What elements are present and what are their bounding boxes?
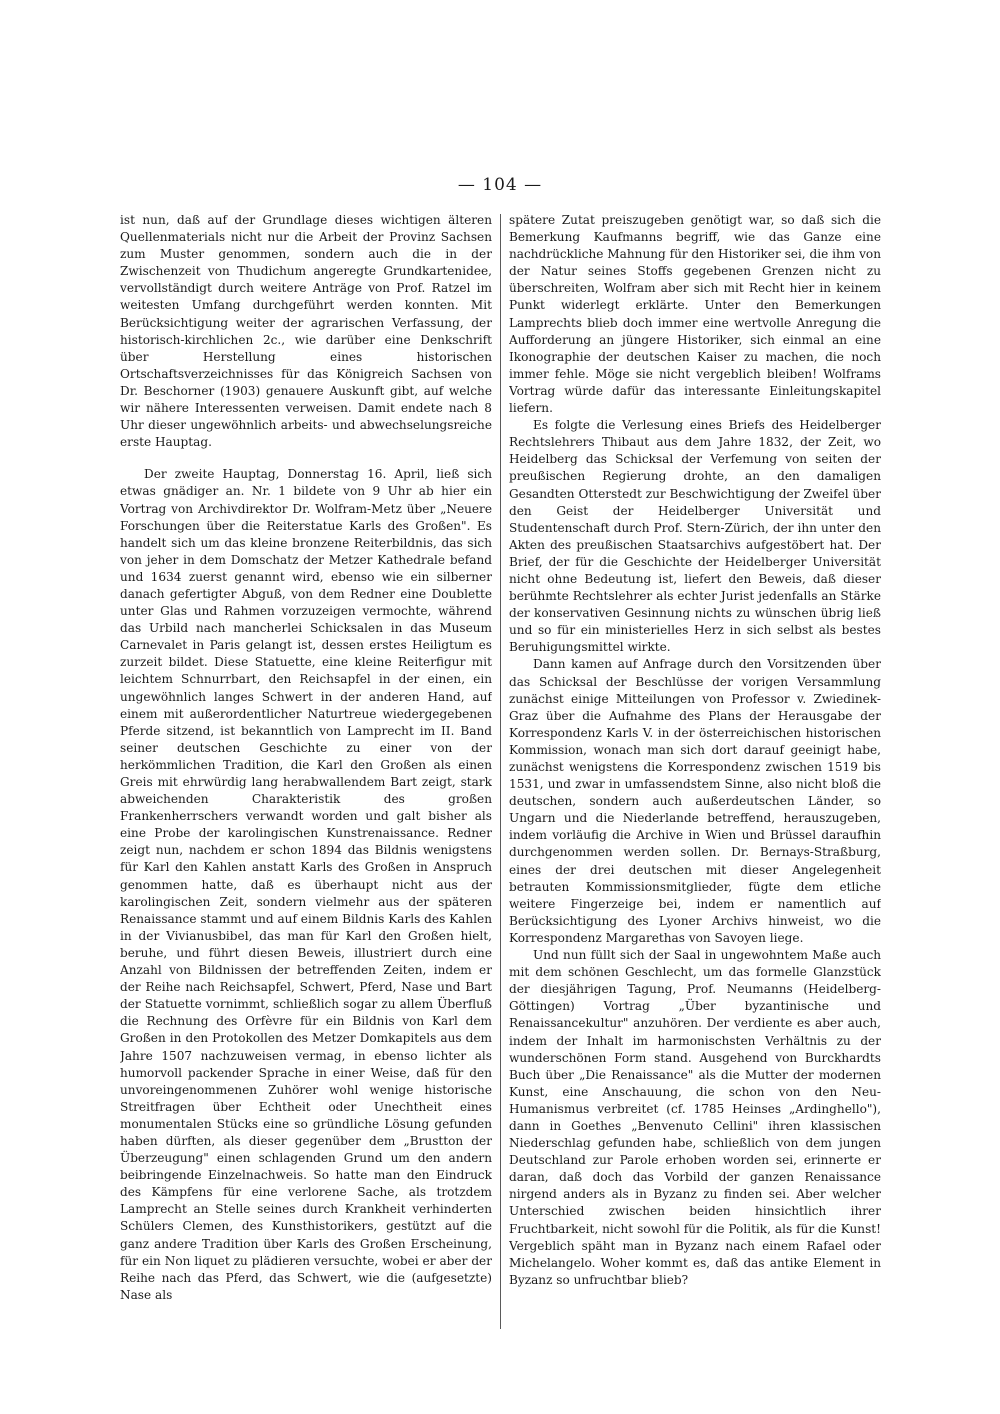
left-column xyxy=(120,212,492,1342)
paragraph: Es folgte die Verlesung eines Briefs des Heidelberger Rechtslehrers Thibaut aus dem Jahre 1832, der Zeit, wo Heidelberg das Schicksal der Verfemung von seiten der preußischen Regierung drohte, an den damaligen Gesandten Otterstedt zur Beschwichtigung der Zweifel über den Geist der Heidelberger Universität und Studentenschaft durch Prof. Stern-Zürich, der ihn unter den Akten des preußischen Staatsarchivs aufgestöbert hat. Der Brief, der für die Geschichte der Heidelberger Universität nicht ohne Bedeutung ist, liefert den Beweis, daß dieser berühmte Rechtslehrer als echter Jurist jedenfalls an Stärke der konservativen Gesinnung nichts zu wünschen übrig ließ und so für ein ministerielles Herz in sich selbst als bestes Beruhigungsmittel wirkte. xyxy=(509,418,881,655)
page-number: — 104 — xyxy=(457,175,543,195)
column-divider xyxy=(500,214,501,1329)
paragraph: Dann kamen auf Anfrage durch den Vorsitzenden über das Schicksal der Beschlüsse der vorigen Versammlung zunächst einige Mitteilungen von Professor v. Zwiedinek-Graz über die Aufnahme des Plans der Herausgabe der Korrespondenz Karls V. in der österreichischen historischen Kommission, wonach man sich dort darauf geeinigt habe, zunächst wenigstens die Korrespondenz zwischen 1519 bis 1531, und zwar in umfassendstem Sinne, also nicht bloß die deutschen, sondern auch außerdeutschen Länder, so Ungarn und die Niederlande betreffend, herauszugeben, indem vorläufig die Archive in Wien und Brüssel daraufhin durchgenommen werden sollen. Dr. Bernays-Straßburg, eines der drei deutschen mit dieser Angelegenheit betrauten Kommissionsmitglieder, fügte dem etliche weitere Fingerzeige bei, indem er namentlich auf Berücksichtigung des Lyoner Archivs hinweist, wo die Korrespondenz Margarethas von Savoyen liege. xyxy=(509,657,881,945)
paragraph: spätere Zutat preiszugeben genötigt war, so daß sich die Bemerkung Kaufmanns begriff, wie das Ganze eine nachdrückliche Mahnung für den Historiker sei, die ihm von der Natur seines Stoffs gegebenen Grenzen nicht zu überschreiten, Wolfram aber sich mit Recht hier in keinem Punkt widerlegt erklärte. Unter den Bemerkungen Lamprechts blieb doch immer eine wertvolle Anregung die Aufforderung an jüngere Historiker, sich einmal an eine Ikonographie der deutschen Kaiser zu machen, die noch immer fehle. Möge sie nicht vergeblich bleiben! Wolframs Vortrag würde dafür das interessante Einleitungskapitel liefern. xyxy=(509,213,881,416)
right-column xyxy=(509,212,881,1342)
paragraph: ist nun, daß auf der Grundlage dieses wichtigen älteren Quellenmaterials nicht nur die Arbeit der Provinz Sachsen zum Muster genommen, sondern auch die in der Zwischenzeit von Thudichum angeregte Grundkartenidee, vervollständigt durch weitere Anträge von Prof. Ratzel im weitesten Umfang durchgeführt werden konnten. Mit Berücksichtigung weiter der agrarischen Verfassung, der historisch-kirchlichen 2c., wie darüber eine Denkschrift über Herstellung eines historischen Ortschaftsverzeichnisses für das Königreich Sachsen von Dr. Beschorner (1903) genauere Auskunft gibt, auf welche wir nähere Interessenten verweisen. Damit endete nach 8 Uhr dieser ungewöhnlich arbeits- und abwechselungsreiche erste Hauptag. xyxy=(120,213,492,450)
paragraph: Der zweite Hauptag, Donnerstag 16. April, ließ sich etwas gnädiger an. Nr. 1 bildete von 9 Uhr ab hier ein Vortrag von Archivdirektor Dr. Wolfram-Metz über „Neuere Forschungen über die Reiterstatue Karls des Großen". Es handelt sich um das kleine bronzene Reiterbildnis, das sich von jeher in dem Domschatz der Metzer Kathedrale befand und 1634 zuerst genannt wird, ebenso wie ein silberner danach gefertigter Abguß, von dem Redner eine Doublette unter Glas und Rahmen vorzuzeigen vermochte, während das Urbild nach mancherlei Schicksalen in das Museum Carnevalet in Paris gelangt ist, dessen erstes Heiligtum es zurzeit bildet. Diese Statuette, eine kleine Reiterfigur mit leichtem Schnurrbart, den Reichsapfel in der einen, ein ungewöhnlich langes Schwert in der anderen Hand, auf einem mit außerordentlicher Naturtreue wiedergegebenen Pferde sitzend, ist bekanntlich von Lamprecht im II. Band seiner deutschen Geschichte zu einer von der herkömmlichen Tradition, die Karl den Großen als einen Greis mit ehrwürdig lang herabwallendem Bart zeigt, stark abweichenden Charakteristik des großen Frankenherrschers verwandt worden und galt bisher als eine Probe der karolingischen Kunstrenaissance. Redner zeigt nun, nachdem er schon 1894 das Bildnis wenigstens für Karl den Kahlen anstatt Karls des Großen in Anspruch genommen hatte, daß es überhaupt nicht aus der karolingischen Zeit, sondern vielmehr aus der späteren Renaissance stammt und auf einem Bildnis Karls des Kahlen in der Vivianusbibel, das man für Karl den Großen hielt, beruhe, und führt diesen Beweis, illustriert durch eine Anzahl von Bildnissen der betreffenden Zeiten, indem er der Reihe nach Reichsapfel, Schwert, Pferd, Nase und Bart der Statuette vornimmt, schließlich sogar zu allem Überfluß die Rechnung des Orfèvre für ein Bildnis von Karl dem Großen in den Protokollen des Metzer Domkapitels aus dem Jahre 1507 nachzuweisen vermag, in ebenso lichter als humorvoll packender Sprache in einer Weise, daß für den unvoreingenommenen Zuhörer wohl wenige historische Streitfragen über Echtheit oder Unechtheit eines monumentalen Stücks eine so gründliche Lösung gefunden haben dürften, als dieser gegenüber dem „Brustton der Überzeugung" einen schlagenden Grund um den andern beibringende Einzelnachweis. So hatte man den Eindruck des Kämpfens für eine verlorene Sache, als trotzdem Lamprecht an Stelle seines durch Krankheit verhinderten Schülers Clemen, des Kunsthistorikers, gestützt auf die ganz andere Tradition über Karls des Großen Erscheinung, für ein Non liquet zu plädieren versuchte, wobei er aber der Reihe nach das Pferd, das Schwert, wie die (aufgesetzte) Nase als xyxy=(120,467,492,1302)
paragraph: Und nun füllt sich der Saal in ungewohntem Maße auch mit dem schönen Geschlecht, um das formelle Glanzstück der diesjährigen Tagung, Prof. Neumanns (Heidelberg-Göttingen) Vortrag „Über byzantinische und Renaissancekultur" anzuhören. Der verdiente es aber auch, indem der Inhalt im harmonischsten Verhältnis zu der wunderschönen Form stand. Ausgehend von Burckhardts Buch über „Die Renaissance" als die Mutter der modernen Kunst, eine Anschauung, die schon von den Neu-Humanismus verbreitet (cf. 1785 Heinses „Ardinghello"), dann in Goethes „Benvenuto Cellini" ihren klassischen Niederschlag gefunden habe, schließlich von dem jungen Deutschland zur Parole erhoben worden sei, erinnerte er daran, daß doch das Vorbild der ganzen Renaissance nirgend anders als in Byzanz zu finden sei. Aber welcher Unterschied zwischen beiden hinsichtlich ihrer Fruchtbarkeit, nicht sowohl für die Politik, als für die Kunst! Vergeblich späht man in Byzanz nach einem Rafael oder Michelangelo. Woher kommt es, daß das antike Element in Byzanz so unfruchtbar blieb? xyxy=(509,948,881,1287)
